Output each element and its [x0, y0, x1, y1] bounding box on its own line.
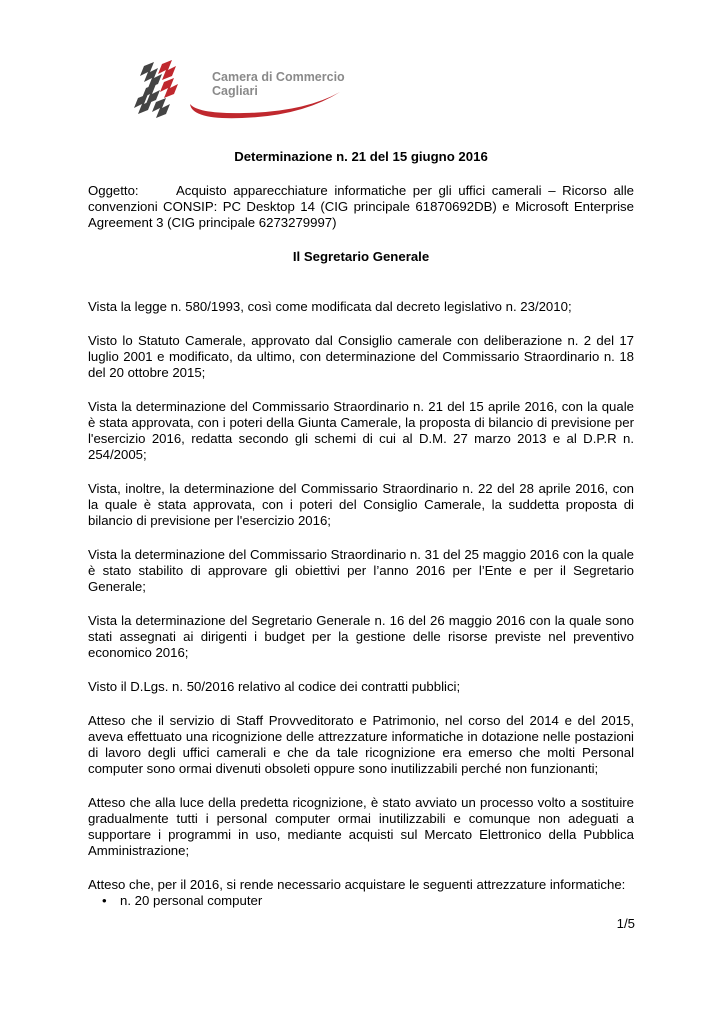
- logo-line-1: Camera di Commercio: [212, 70, 345, 84]
- paragraph: Atteso che il servizio di Staff Provveditorato e Patrimonio, nel corso del 2014 e del 2015, aveva effettuato una ricognizione delle attrezzature informatiche in dotazione nelle postazioni di lavoro degli uffici camerali e che da tale ricognizione era emerso che molti Personal computer sono ormai divenuti obsoleti oppure sono inutilizzabili perché non funzionanti;: [88, 713, 634, 776]
- list-item: • n. 20 personal computer: [120, 893, 634, 909]
- page-number: 1/5: [616, 916, 635, 931]
- subject-label: Oggetto:: [88, 183, 139, 198]
- logo-swoosh-icon: [132, 58, 347, 120]
- paragraph: Visto lo Statuto Camerale, approvato dal Consiglio camerale con deliberazione n. 2 del 17 luglio 2001 e modificato, da ultimo, con determinazione del Commissario Straordinario n. 18 del 20 ottobre 2015;: [88, 333, 634, 380]
- chamber-logo: [132, 58, 347, 120]
- equipment-list: [88, 893, 634, 909]
- paragraph: Vista la determinazione del Commissario Straordinario n. 21 del 15 aprile 2016, con la quale è stata approvata, con i poteri della Giunta Camerale, la proposta di bilancio di previsione per l'esercizio 2016, redatta secondo gli schemi di cui al D.M. 27 marzo 2013 e al D.P.R n. 254/2005;: [88, 399, 634, 462]
- document-body: [88, 149, 634, 909]
- document-title: Determinazione n. 21 del 15 giugno 2016: [234, 149, 488, 164]
- document-subject: [88, 183, 634, 231]
- paragraph: Vista, inoltre, la determinazione del Commissario Straordinario n. 22 del 28 aprile 2016, con la quale è stata approvata, con i poteri del Consiglio Camerale, la suddetta proposta di bilancio di previsione per l'esercizio 2016;: [88, 481, 634, 528]
- paragraph: Vista la legge n. 580/1993, così come modificata dal decreto legislativo n. 23/2010;: [88, 299, 572, 314]
- paragraph: Vista la determinazione del Commissario Straordinario n. 31 del 25 maggio 2016 con la quale è stato stabilito di approvare gli obiettivi per l’anno 2016 per l’Ente e per il Segretario Generale;: [88, 547, 634, 594]
- paragraph: Atteso che, per il 2016, si rende necessario acquistare le seguenti attrezzature informatiche:: [88, 877, 626, 892]
- paragraph: Visto il D.Lgs. n. 50/2016 relativo al codice dei contratti pubblici;: [88, 679, 461, 694]
- paragraph: Atteso che alla luce della predetta ricognizione, è stato avviato un processo volto a sostituire gradualmente tutti i personal computer ormai inutilizzabili e comunque non adeguati a supportare i programmi in uso, mediante acquisti sul Mercato Elettronico della Pubblica Amministrazione;: [88, 795, 634, 858]
- logo-line-2: Cagliari: [212, 84, 258, 98]
- paragraph: Vista la determinazione del Segretario Generale n. 16 del 26 maggio 2016 con la quale sono stati assegnati ai dirigenti i budget per la gestione delle risorse previste nel preventivo economico 2016;: [88, 613, 634, 660]
- subject-text: Acquisto apparecchiature informatiche per gli uffici camerali – Ricorso alle convenzioni CONSIP: PC Desktop 14 (CIG principale 61870692DB) e Microsoft Enterprise Agreement 3 (CIG principale 6273279997): [88, 183, 634, 230]
- section-heading: Il Segretario Generale: [292, 249, 430, 264]
